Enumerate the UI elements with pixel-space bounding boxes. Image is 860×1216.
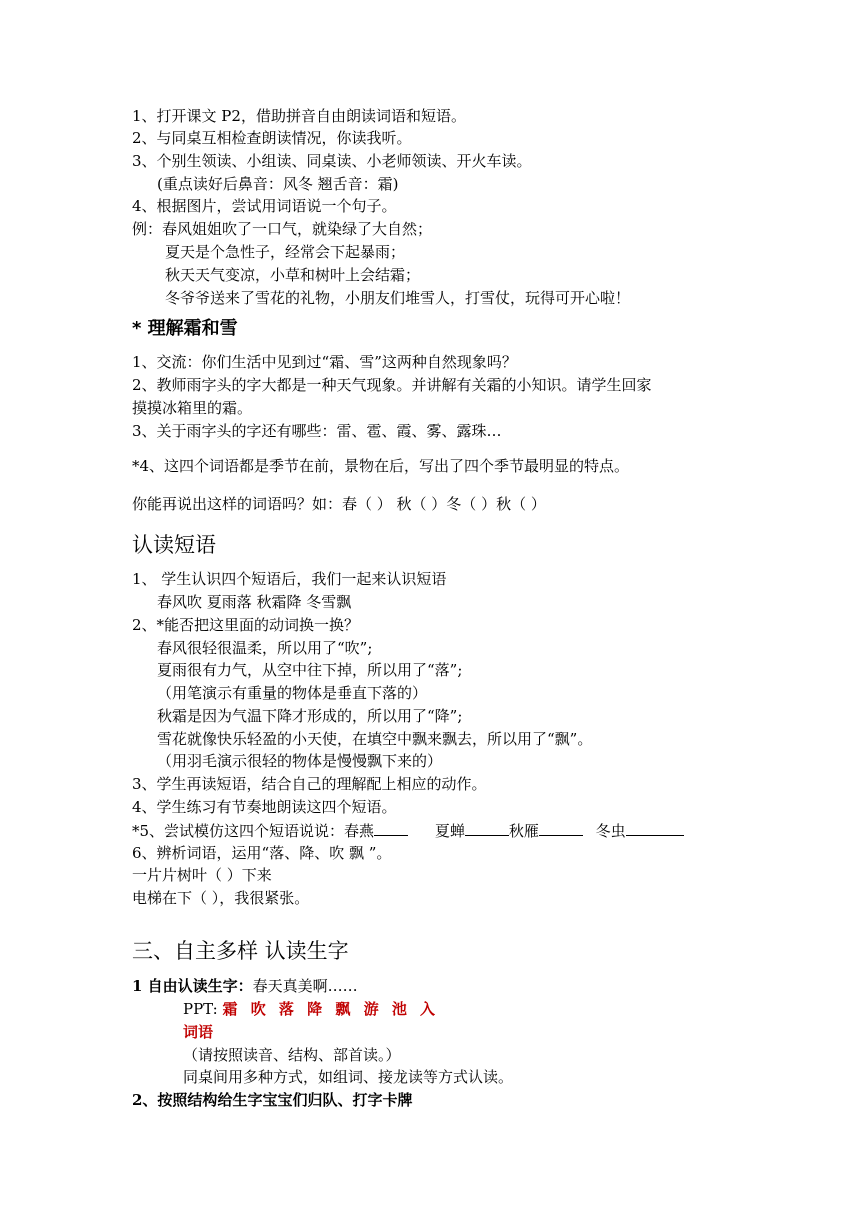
section-heading-phrases: 认读短语 xyxy=(132,533,216,557)
phrase-step-2: 2、*能否把这里面的动词换一换？ xyxy=(132,616,360,634)
words-text: 词语 xyxy=(183,1023,214,1041)
frost-step-1: 1、交流：你们生活中见到过“霜、雪”这两种自然现象吗？ xyxy=(132,353,517,371)
verb-fall-demo: （用笔演示有重量的物体是垂直下落的） xyxy=(157,684,428,702)
section-heading-frost-snow: * 理解霜和雪 xyxy=(132,318,238,339)
pronunciation-note: (重点读好后鼻音：风冬 翘舌音：霜) xyxy=(157,175,399,193)
example-spring: 例：春风姐姐吹了一口气，就染绿了大自然； xyxy=(132,220,433,238)
step-check-reading: 2、与同桌互相检查朗读情况，你读我听。 xyxy=(132,129,412,147)
blank-line xyxy=(374,820,408,836)
partner-reading: 同桌间用多种方式，如组词、接龙读等方式认读。 xyxy=(183,1068,514,1086)
step-open-textbook: 1、打开课文 P2，借助拼音自由朗读词语和短语。 xyxy=(132,107,466,125)
words-label xyxy=(183,1022,213,1042)
verb-descend-explanation: 秋霜是因为气温下降才形成的，所以用了“降”; xyxy=(157,707,463,725)
new-characters: 霜 吹 落 降 飘 游 池 入 xyxy=(222,1000,440,1018)
autumn-goose-label: 秋雁 xyxy=(508,822,539,840)
example-winter: 冬爷爷送来了雪花的礼物，小朋友们堆雪人，打雪仗，玩得可开心啦！ xyxy=(165,289,631,307)
char-step-1 xyxy=(132,976,358,996)
phrase-list: 春风吹 夏雨落 秋霜降 冬雪飘 xyxy=(157,593,352,611)
season-word-prompt: 你能再说出这样的词语吗？如：春（ ） 秋（ ）冬（ ）秋（ ） xyxy=(132,495,546,513)
char-step-2: 2、按照结构给生字宝宝们归队、打字卡牌 xyxy=(132,1091,413,1109)
summer-cicada-label: 夏蝉 xyxy=(434,822,465,840)
char-step-1-text: 春天真美啊…… xyxy=(252,977,358,995)
imitate-prompt: *5、尝试模仿这四个短语说说：春燕 xyxy=(132,822,375,840)
ppt-label: PPT: xyxy=(183,1000,223,1018)
section-heading-characters: 三、自主多样 认读生字 xyxy=(132,939,349,963)
frost-step-4: *4、这四个词语都是季节在前，景物在后，写出了四个季节最明显的特点。 xyxy=(132,457,630,475)
fill-in-elevator: 电梯在下（ ），我很紧张。 xyxy=(132,889,310,907)
ppt-line xyxy=(183,999,439,1019)
winter-insect-label: 冬虫 xyxy=(595,822,626,840)
char-step-1-label: 1 自由认读生字： xyxy=(132,977,253,995)
verb-float-explanation: 雪花就像快乐轻盈的小天使，在填空中飘来飘去，所以用了“飘”。 xyxy=(157,730,593,748)
verb-float-demo: （用羽毛演示很轻的物体是慢慢飘下来的） xyxy=(157,752,443,770)
blank-line xyxy=(465,820,509,836)
verb-fall-explanation: 夏雨很有力气，从空中往下掉，所以用了“落”; xyxy=(157,661,463,679)
reading-instruction: （请按照读音、结构、部首读。） xyxy=(183,1046,401,1064)
blank-line xyxy=(539,820,583,836)
phrase-step-5 xyxy=(132,820,684,841)
fill-in-leaves: 一片片树叶（ ）下来 xyxy=(132,866,272,884)
frost-step-2: 2、教师雨字头的字大都是一种天气现象。并讲解有关霜的小知识。请学生回家 xyxy=(132,376,652,394)
blank-line xyxy=(626,820,684,836)
step-sentence-practice: 4、根据图片，尝试用词语说一个句子。 xyxy=(132,197,397,215)
frost-step-2-cont: 摸摸冰箱里的霜。 xyxy=(132,399,253,417)
verb-blow-explanation: 春风很轻很温柔，所以用了“吹”; xyxy=(157,639,373,657)
example-summer: 夏天是个急性子，经常会下起暴雨； xyxy=(165,243,406,261)
frost-step-3: 3、关于雨字头的字还有哪些：雷、雹、霞、雾、露珠… xyxy=(132,422,502,440)
phrase-step-6: 6、辨析词语，运用“落、降、吹 飘 ”。 xyxy=(132,844,392,862)
phrase-step-4: 4、学生练习有节奏地朗读这四个短语。 xyxy=(132,798,397,816)
example-autumn: 秋天天气变凉，小草和树叶上会结霜； xyxy=(165,266,421,284)
step-reading-modes: 3、个别生领读、小组读、同桌读、小老师领读、开火车读。 xyxy=(132,152,532,170)
phrase-step-3: 3、学生再读短语，结合自己的理解配上相应的动作。 xyxy=(132,775,487,793)
phrase-step-1: 1、 学生认识四个短语后，我们一起来认识短语 xyxy=(132,570,447,588)
